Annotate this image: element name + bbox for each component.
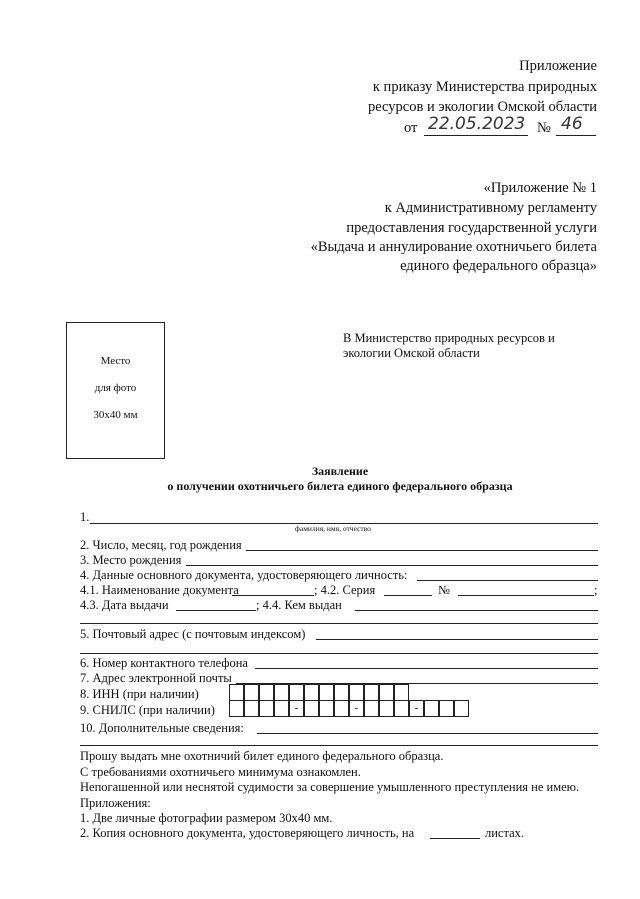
- request-text: Прошу выдать мне охотничий билет единого федерального образца.: [80, 749, 444, 763]
- appendix1-line1: к Административному регламенту: [384, 200, 597, 216]
- attachments-title: Приложения:: [80, 796, 151, 810]
- snils-dash-cell[interactable]: -: [409, 700, 424, 717]
- snils-cell[interactable]: [424, 700, 439, 717]
- attachment-2-end: листах.: [485, 826, 525, 840]
- field-issued-by-line[interactable]: [355, 610, 598, 611]
- field-phone-line[interactable]: [255, 668, 598, 669]
- handwritten-number: 46: [561, 114, 583, 134]
- field-number-end: ;: [594, 583, 598, 597]
- photo-line3: 30x40 мм: [93, 409, 138, 421]
- photo-placeholder: [66, 322, 165, 459]
- field-birth-date-line[interactable]: [246, 550, 598, 551]
- inn-cell[interactable]: [379, 684, 394, 701]
- snils-cell[interactable]: [364, 700, 379, 717]
- field-issued-by-line2[interactable]: [80, 623, 598, 624]
- inn-cell[interactable]: [229, 684, 244, 701]
- inn-cell[interactable]: [244, 684, 259, 701]
- photo-line2: для фото: [94, 382, 137, 394]
- inn-cell[interactable]: [259, 684, 274, 701]
- addressee-line2: экологии Омской области: [343, 346, 480, 360]
- field-birth-place-line[interactable]: [186, 565, 598, 566]
- snils-cell[interactable]: [454, 700, 469, 717]
- field-snils-label: 9. СНИЛС (при наличии): [80, 703, 215, 717]
- field-email-label: 7. Адрес электронной почты: [80, 671, 232, 685]
- snils-dash-cell[interactable]: -: [349, 700, 364, 717]
- appendix-line1: к приказу Министерства природных: [372, 79, 597, 95]
- minimum-text: С требованиями охотничьего минимума ознакомлен.: [80, 765, 361, 779]
- field-number-line[interactable]: [458, 595, 594, 596]
- appendix-date-prefix: от: [404, 120, 418, 136]
- appendix-title: Приложение: [519, 58, 597, 74]
- field-id-doc-label: 4. Данные основного документа, удостоверяющего личность:: [80, 568, 408, 582]
- inn-cell[interactable]: [394, 684, 409, 701]
- snils-cell[interactable]: [334, 700, 349, 717]
- snils-cell[interactable]: [394, 700, 409, 717]
- field-series-label: ; 4.2. Серия: [314, 583, 376, 597]
- snils-cell[interactable]: [304, 700, 319, 717]
- field-birth-date-label: 2. Число, месяц, год рождения: [80, 538, 242, 552]
- field-doc-name-label: 4.1. Наименование документа: [80, 583, 239, 597]
- inn-cell[interactable]: [334, 684, 349, 701]
- form-subtitle: о получении охотничьего билета единого федерального образца: [167, 479, 513, 493]
- field-postal-line2[interactable]: [80, 653, 598, 654]
- field-birth-place-label: 3. Место рождения: [80, 553, 182, 567]
- inn-cell[interactable]: [274, 684, 289, 701]
- field-issue-date-line[interactable]: [176, 610, 256, 611]
- field-postal-line[interactable]: [316, 639, 598, 640]
- field-extra-line[interactable]: [257, 733, 598, 734]
- field-postal-label: 5. Почтовый адрес (с почтовым индексом): [80, 627, 306, 641]
- appendix1-line2: предоставления государственной услуги: [346, 220, 597, 236]
- snils-cell[interactable]: [319, 700, 334, 717]
- field-id-doc-line[interactable]: [417, 580, 598, 581]
- snils-dash-cell[interactable]: -: [289, 700, 304, 717]
- snils-cell[interactable]: [439, 700, 454, 717]
- addressee-line1: В Министерство природных ресурсов и: [343, 331, 555, 345]
- inn-cell[interactable]: [364, 684, 379, 701]
- field-full-name-label: 1.: [80, 510, 90, 524]
- inn-cell[interactable]: [304, 684, 319, 701]
- attachment-1: 1. Две личные фотографии размером 30x40 мм.: [80, 811, 333, 825]
- appendix1-line3: «Выдача и аннулирование охотничьего билета: [310, 239, 597, 255]
- field-issued-by-label: ; 4.4. Кем выдан: [256, 598, 342, 612]
- snils-cell[interactable]: [379, 700, 394, 717]
- appendix-number-prefix: №: [537, 120, 551, 136]
- field-extra-line2[interactable]: [80, 745, 598, 746]
- snils-cell[interactable]: [229, 700, 244, 717]
- photo-line1: Место: [100, 355, 131, 367]
- inn-cell[interactable]: [319, 684, 334, 701]
- field-phone-label: 6. Номер контактного телефона: [80, 656, 248, 670]
- field-full-name-caption: фамилия, имя, отчество: [295, 524, 371, 533]
- field-inn-label: 8. ИНН (при наличии): [80, 687, 199, 701]
- snils-cell[interactable]: [259, 700, 274, 717]
- attachment-2-sheets-line[interactable]: [430, 838, 480, 839]
- record-text: Непогашенной или неснятой судимости за совершение умышленного преступления не имею.: [80, 780, 580, 794]
- appendix1-line4: единого федерального образца»: [400, 258, 597, 274]
- field-issue-date-label: 4.3. Дата выдачи: [80, 598, 169, 612]
- attachment-2: 2. Копия основного документа, удостоверяющего личность, на: [80, 826, 415, 840]
- appendix-line2: ресурсов и экологии Омской области: [368, 99, 597, 115]
- inn-cell[interactable]: [349, 684, 364, 701]
- field-series-line[interactable]: [384, 595, 432, 596]
- appendix1-title: «Приложение № 1: [483, 180, 597, 196]
- handwritten-date: 22.05.2023: [428, 114, 526, 134]
- inn-cell[interactable]: [289, 684, 304, 701]
- snils-cell[interactable]: [274, 700, 289, 717]
- field-doc-name-line[interactable]: [232, 595, 314, 596]
- form-title: Заявление: [311, 464, 369, 478]
- snils-cell[interactable]: [244, 700, 259, 717]
- field-extra-label: 10. Дополнительные сведения:: [80, 721, 244, 735]
- field-number-label: №: [438, 583, 450, 597]
